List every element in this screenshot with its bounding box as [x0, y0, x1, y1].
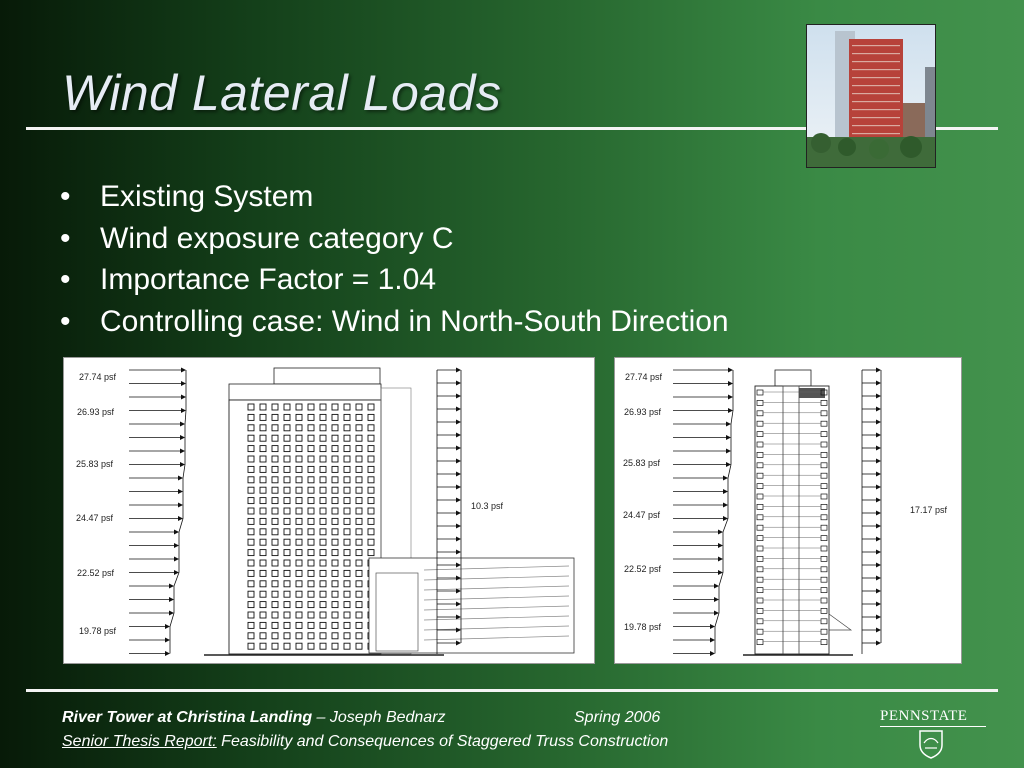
arrow-head — [876, 628, 881, 633]
arrow-head — [178, 476, 183, 481]
pressure-label: 26.93 psf — [624, 407, 662, 417]
tower-body — [755, 386, 829, 654]
arrow-head — [728, 408, 733, 413]
mechanical-level — [229, 384, 381, 400]
footer-divider — [26, 689, 998, 692]
arrow-head — [456, 537, 461, 542]
shield-icon — [918, 729, 944, 759]
load-profile-edge — [715, 613, 719, 627]
bullet-text: Existing System — [100, 180, 314, 213]
bullet-text: Wind exposure category C — [100, 221, 454, 255]
arrow-head — [180, 449, 185, 454]
arrow-head — [181, 395, 186, 400]
arrow-head — [456, 485, 461, 490]
arrow-head — [726, 435, 731, 440]
arrow-head — [169, 597, 174, 602]
arrow-head — [876, 485, 881, 490]
arrow-head — [876, 537, 881, 542]
bullet-symbol: • — [60, 263, 71, 296]
arrow-head — [726, 449, 731, 454]
arrow-head — [876, 641, 881, 646]
arrow-head — [178, 503, 183, 508]
pressure-label: 22.52 psf — [624, 564, 662, 574]
arrow-head — [710, 638, 715, 643]
arrow-head — [723, 476, 728, 481]
arrow-head — [180, 422, 185, 427]
left-wind-load-profile — [673, 368, 733, 657]
garage-elevation — [369, 558, 574, 653]
logo-rule — [880, 726, 986, 727]
footer-line-project — [62, 709, 446, 727]
bullet-item — [60, 218, 729, 260]
arrow-head — [714, 597, 719, 602]
arrow-head — [718, 543, 723, 548]
pressure-label: 25.83 psf — [76, 459, 114, 469]
pressure-label: 19.78 psf — [79, 626, 117, 636]
arrow-head — [718, 530, 723, 535]
arrow-head — [456, 420, 461, 425]
penthouse — [274, 368, 380, 384]
arrow-head — [876, 498, 881, 503]
arrow-head — [165, 624, 170, 629]
arrow-head — [876, 511, 881, 516]
bullet-text: Controlling case: Wind in North-South Direction — [100, 304, 729, 338]
canopy — [829, 614, 851, 630]
pressure-label: 27.74 psf — [79, 372, 117, 382]
right-wind-load-profile — [862, 368, 881, 655]
arrow-head — [174, 530, 179, 535]
arrow-head — [876, 472, 881, 477]
report-label: Senior Thesis Report: — [62, 733, 217, 750]
footer-date: Spring 2006 — [574, 709, 661, 726]
arrow-head — [456, 446, 461, 451]
left-wind-load-profile — [129, 368, 186, 657]
arrow-head — [728, 368, 733, 373]
pressure-label: 19.78 psf — [624, 622, 662, 632]
arrow-head — [165, 638, 170, 643]
bullet-item — [60, 301, 729, 343]
bullet-symbol: • — [60, 221, 71, 255]
arrow-head — [710, 624, 715, 629]
arrow-head — [876, 433, 881, 438]
slide-title: Wind Lateral Loads — [62, 65, 502, 121]
load-profile-edge — [719, 573, 723, 587]
project-name: River Tower at Christina Landing — [62, 709, 313, 726]
arrow-head — [876, 459, 881, 464]
arrow-head — [456, 472, 461, 477]
arrow-head — [876, 615, 881, 620]
arrow-head — [876, 381, 881, 386]
arrow-head — [876, 589, 881, 594]
pressure-label: 25.83 psf — [623, 458, 661, 468]
arrow-head — [181, 381, 186, 386]
arrow-head — [876, 368, 881, 373]
arrow-head — [180, 435, 185, 440]
bullet-symbol: • — [60, 180, 71, 213]
pressure-label: 22.52 psf — [77, 568, 115, 578]
arrow-head — [181, 408, 186, 413]
pressure-label: 24.47 psf — [76, 513, 114, 523]
arrow-head — [165, 651, 170, 656]
load-profile-edge — [179, 519, 183, 533]
tower-elevation — [743, 370, 853, 655]
arrow-head — [876, 407, 881, 412]
pennstate-logo — [880, 705, 990, 760]
arrow-head — [876, 576, 881, 581]
arrow-head — [174, 543, 179, 548]
author-name: – Joseph Bednarz — [312, 709, 446, 726]
pressure-label: 26.93 psf — [77, 407, 115, 417]
arrow-head — [876, 524, 881, 529]
arrow-head — [726, 422, 731, 427]
report-title: Feasibility and Consequences of Staggered Truss Construction — [216, 733, 669, 750]
arrow-head — [728, 381, 733, 386]
arrow-head — [876, 394, 881, 399]
load-profile-edge — [728, 465, 731, 479]
arrow-head — [876, 602, 881, 607]
tower-body — [229, 400, 381, 654]
bullet-symbol: • — [60, 304, 71, 338]
arrow-head — [714, 584, 719, 589]
footer-line-report — [62, 733, 668, 751]
building-photo — [806, 24, 936, 168]
arrow-head — [728, 395, 733, 400]
arrow-head — [456, 433, 461, 438]
arrow-head — [876, 550, 881, 555]
arrow-head — [456, 459, 461, 464]
arrow-head — [180, 462, 185, 467]
arrow-head — [456, 550, 461, 555]
bullet-text: Importance Factor = 1.04 — [100, 263, 437, 296]
arrow-head — [174, 557, 179, 562]
load-profile-edge — [731, 411, 733, 425]
arrow-head — [723, 489, 728, 494]
arrow-head — [456, 511, 461, 516]
arrow-head — [456, 368, 461, 373]
arrow-head — [456, 407, 461, 412]
arrow-head — [169, 584, 174, 589]
pressure-label: 17.17 psf — [910, 505, 948, 515]
arrow-head — [456, 498, 461, 503]
arrow-head — [723, 503, 728, 508]
arrow-head — [456, 524, 461, 529]
pressure-label: 24.47 psf — [623, 510, 661, 520]
arrow-head — [876, 446, 881, 451]
arrow-head — [876, 420, 881, 425]
bullet-item — [60, 176, 729, 218]
arrow-head — [876, 563, 881, 568]
arrow-head — [181, 368, 186, 373]
load-profile-edge — [170, 613, 174, 627]
load-profile-edge — [185, 411, 186, 425]
arrow-head — [456, 381, 461, 386]
wind-elevation-east-west — [63, 357, 595, 664]
bullet-item — [60, 259, 729, 301]
arrow-head — [710, 651, 715, 656]
wind-elevation-north-south — [614, 357, 962, 664]
pressure-label: 27.74 psf — [625, 372, 663, 382]
arrow-head — [178, 489, 183, 494]
penthouse — [775, 370, 811, 386]
pressure-label: 10.3 psf — [471, 501, 504, 511]
arrow-head — [456, 394, 461, 399]
logo-wordmark: PENNSTATE — [880, 708, 968, 724]
arrow-head — [718, 557, 723, 562]
bullet-list — [60, 176, 729, 342]
load-profile-edge — [183, 465, 185, 479]
